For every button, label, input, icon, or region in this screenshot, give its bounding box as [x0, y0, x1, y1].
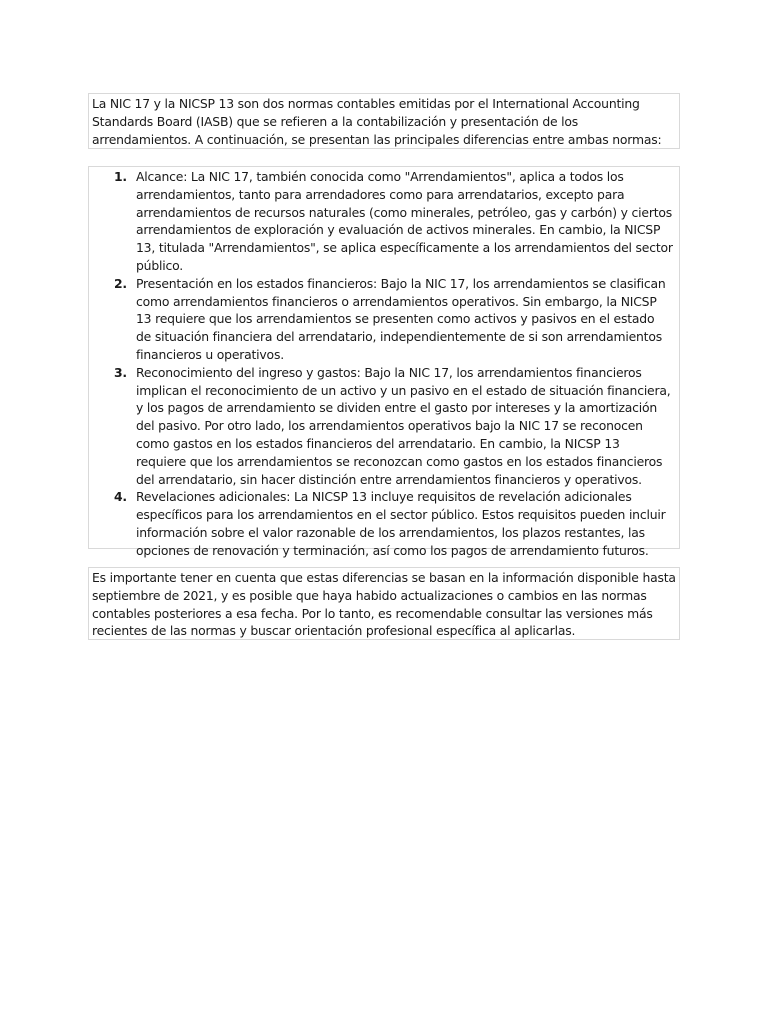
list-item-text: Alcance: La NIC 17, también conocida como "Arrendamientos", aplica a todos los arrendamientos, tanto para arrendadores como para arrendatarios, excepto para arrendamientos de recursos naturales (como minerales, petróleo, gas y carbón) y ciertos arrendamientos de exploración y evaluación de activos minerales. En cambio, la NICSP 13, titulada "Arrendamientos", se aplica específicamente a los arrendamientos del sector público.: [136, 169, 673, 273]
list-item-text: Revelaciones adicionales: La NICSP 13 incluye requisitos de revelación adicionales específicos para los arrendamientos en el sector público. Estos requisitos pueden incluir información sobre el valor razonable de los arrendamientos, los plazos restantes, las opciones de renovación y terminación, así como los pagos de arrendamiento futuros.: [136, 489, 666, 558]
list-item-number: 2.: [114, 275, 127, 291]
closing-paragraph: Es importante tener en cuenta que estas diferencias se basan en la información disponible hasta septiembre de 2021, y es posible que haya habido actualizaciones o cambios en las normas contables posteriores a esa fecha. Por lo tanto, es recomendable consultar las versiones más recientes de las normas y buscar orientación profesional específica al aplicarlas.: [92, 570, 676, 639]
intro-paragraph: La NIC 17 y la NICSP 13 son dos normas contables emitidas por el International Accounting Standards Board (IASB) que se refieren a la contabilización y presentación de los arrendamientos. A continuación, se presentan las principales diferencias entre ambas normas:: [92, 96, 662, 147]
differences-list: [92, 168, 673, 560]
differences-block: [88, 166, 680, 558]
list-item-text: Presentación en los estados financieros: Bajo la NIC 17, los arrendamientos se clasifican como arrendamientos financieros o arrendamientos operativos. Sin embargo, la NICSP 13 requiere que los arrendamientos se presenten como activos y pasivos en el estado de situación financiera del arrendatario, independientemente de si son arrendamientos financieros u operativos.: [136, 275, 666, 362]
list-item-text: Reconocimiento del ingreso y gastos: Bajo la NIC 17, los arrendamientos financieros implican el reconocimiento de un activo y un pasivo en el estado de situación financiera, y los pagos de arrendamiento se dividen entre el gasto por intereses y la amortización del pasivo. Por otro lado, los arrendamientos operativos bajo la NIC 17 se reconocen como gastos en los estados financieros del arrendatario. En cambio, la NICSP 13 requiere que los arrendamientos se reconozcan como gastos en los estados financieros del arrendatario, sin hacer distinción entre arrendamientos financieros y operativos.: [136, 364, 671, 487]
list-item-number: 3.: [114, 364, 127, 380]
intro-block: [88, 93, 680, 149]
list-item-number: 4.: [114, 489, 127, 505]
list-item: [92, 275, 673, 364]
list-item-number: 1.: [114, 169, 127, 184]
list-item: [92, 488, 673, 559]
closing-block: [88, 567, 680, 640]
list-item: [92, 364, 673, 489]
list-item: [92, 168, 673, 275]
